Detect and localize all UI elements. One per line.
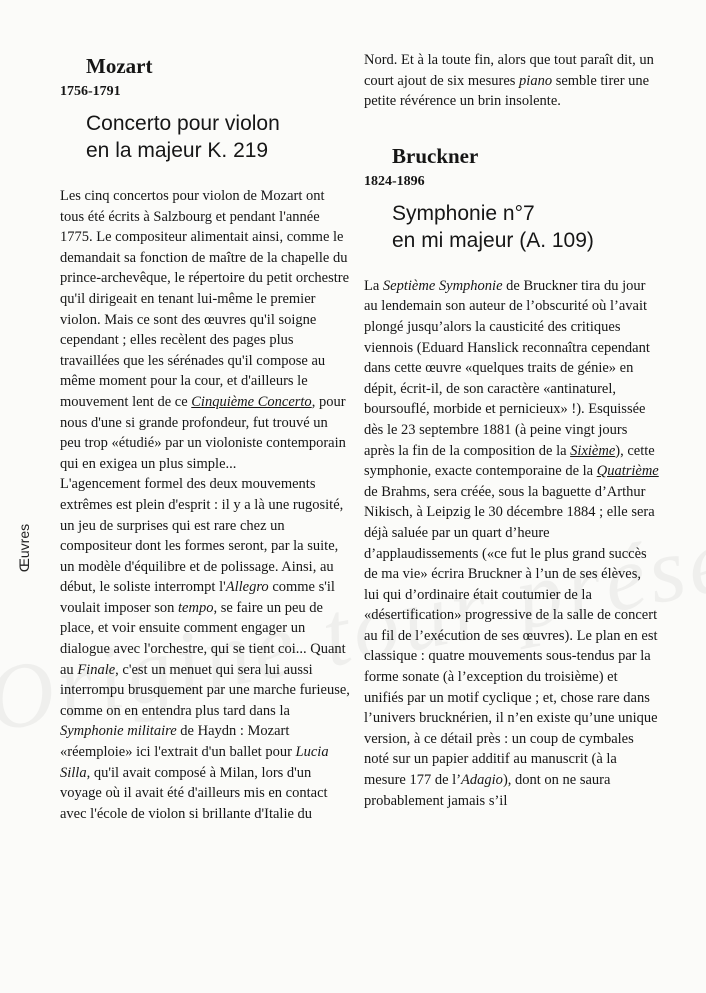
work-title-bruckner	[392, 200, 659, 254]
section-label: Œuvres	[16, 523, 32, 573]
emphasis: Septième Symphonie	[382, 277, 503, 294]
composer-dates-bruckner: 1824-1896	[364, 173, 425, 189]
bruckner-paragraph: La Septième Symphonie de Bruckner tira du jour au lendemain son auteur de l’obscurité où l’avait plongé jusqu’alors la causticité des critiques viennois (Eduard Hanslick reconnaîtra cependant dans cette œuvre «quelques traits de génie» en dépit, écrit-il, de son caractère «antinaturel, boursouflé, morbide et pernicieux» !). Esquissée dès le 23 septembre 1881 (à peine vingt jours après la fin de la composition de la Sixième), cette symphonie, exacte contemporaine de la Quatrième de Brahms, sera créée, sous la baguette d’Arthur Nikisch, à Leipzig le 30 décembre 1884 ; elle sera déjà saluée par un quart d’heure d’applaudissements («ce fut le plus grand succès de ma vie» écrira Bruckner à l’un de ses élèves, lui qui d’ordinaire était coutumier de la «désertification» progressive de la salle de concert au fil de l’exécution de ses œuvres). Le plan en est classique : quatre mouvements sous-tendus par la forme sonate (à l’exception du troisième) et unifiés par un motif cyclique ; et, chose rare dans l’univers brucknérien, il n’en existe qu’une unique version, à ce détail près : un coup de cymbales noté sur un papier additif au manuscrit (à la mesure 177 de l’Adagio), dont on ne saura probablement jamais s’il	[364, 277, 659, 809]
composer-dates-mozart: 1756-1791	[60, 84, 121, 99]
mozart-paragraph-2: L'agencement formel des deux mouvements extrêmes est plein d'esprit : il y a là une rugosité, un jeu de surprises qui est rare chez un compositeur dont les formes seront, par la suite, un modèle d'équilibre et de polissage. Ainsi, au début, le soliste interrompt l'Allegro comme s'il voulait imposer son tempo, se faire un peu de place, et voir ensuite comment engager un dialogue avec l'orchestre, qui se tient coi... Quant au Finale, c'est un menuet qui sera lui aussi interrompu brusquement par une marche furieuse, comme on en entendra plus tard dans la Symphonie militaire de Haydn : Mozart «réemploie» ici l'extrait d'un ballet pour Lucia Silla, qu'il avait composé à Milan, lors d'un voyage où il avait été d'ailleurs mis en contact avec l'école de violon si brillante d'Italie du	[60, 476, 350, 822]
emphasis: Cinquième Concerto	[191, 393, 312, 410]
work-title-line-2: en la majeur K. 219	[86, 139, 269, 162]
work-title-line-1: Symphonie n°7	[392, 201, 535, 225]
emphasis: Finale	[77, 661, 116, 678]
emphasis: Quatrième	[596, 463, 659, 480]
composer-name-mozart: Mozart	[86, 54, 153, 78]
emphasis: Sixième	[570, 442, 616, 459]
emphasis: Adagio	[461, 772, 503, 789]
emphasis: tempo	[178, 599, 214, 616]
right-column	[364, 50, 659, 811]
emphasis: Symphonie militaire	[60, 723, 177, 740]
work-title-line-2: en mi majeur (A. 109)	[392, 228, 594, 252]
work-title-mozart	[86, 110, 352, 164]
left-column	[60, 50, 352, 824]
work-title-line-1: Concerto pour violon	[86, 112, 280, 135]
emphasis: Allegro	[225, 579, 269, 596]
mozart-paragraph-continued: Nord. Et à la toute fin, alors que tout paraît dit, un court ajout de six mesures piano semble tirer une petite révérence un brin insolente.	[364, 52, 654, 110]
composer-name-bruckner: Bruckner	[392, 143, 479, 168]
emphasis: Lucia Silla	[60, 744, 329, 781]
emphasis: piano	[519, 72, 553, 89]
mozart-paragraph-1: Les cinq concertos pour violon de Mozart ont tous été écrits à Salzbourg et pendant l'année 1775. Le compositeur alimentait ainsi, comme le demandait sa fonction de maître de la chapelle du prince-archevêque, le répertoire du petit orchestre qu'il dirigeait en tenant lui-même le premier violon. Mais ce sont des œuvres qu'il soigne cependant ; elles recèlent des pages plus travaillées que les sérénades qu'il compose au même moment pour la cour, et d'ailleurs le mouvement lent de ce Cinquième Concerto, pour nous d'une si grande profondeur, fut trouvé un peu trop «étudié» par un violoniste contemporain qui en exigea un plus simple...	[60, 188, 350, 472]
